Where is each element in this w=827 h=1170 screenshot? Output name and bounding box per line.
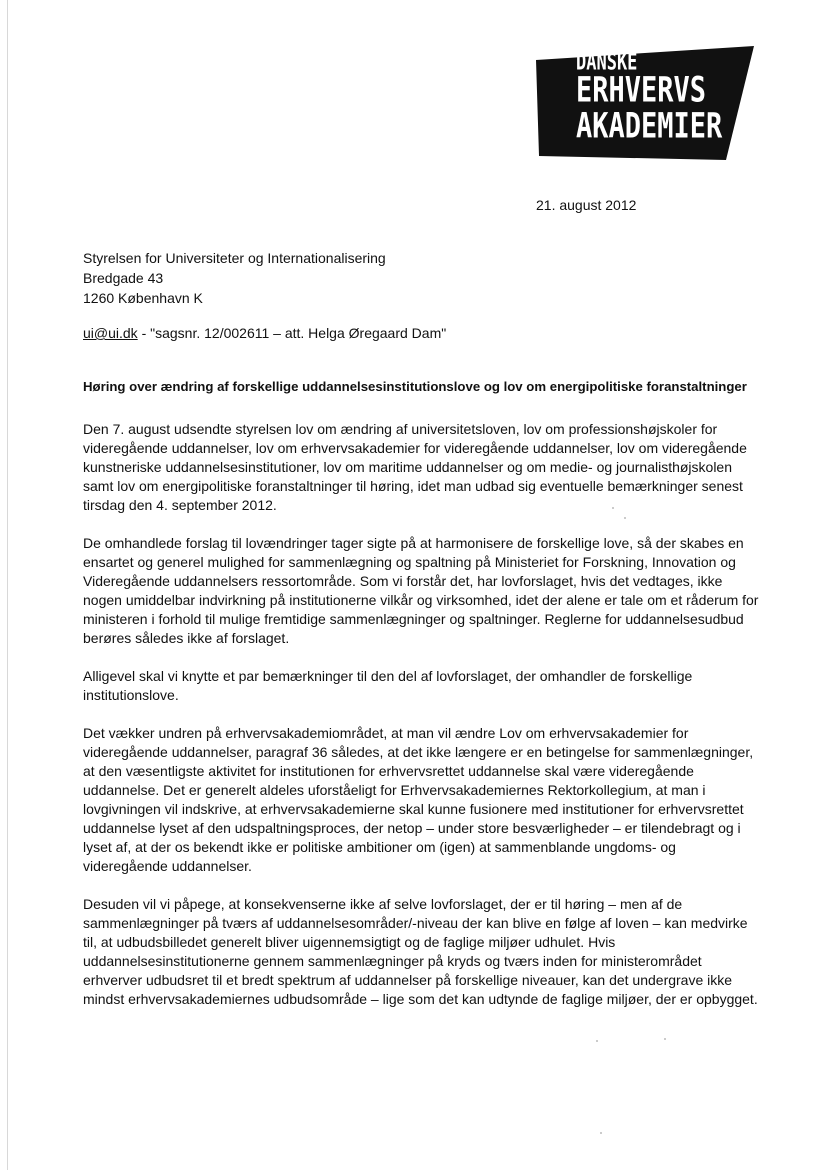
logo-line-erhvervs: ERHVERVS [576, 70, 707, 111]
reference-line [83, 325, 446, 341]
body-paragraph-1: Den 7. august udsendte styrelsen lov om ændring af universitetsloven, lov om professionshøjskoler for videregående uddannelser, lov om erhvervsakademier for videregående uddannelser, lov om videregående kunstneriske uddannelsesinstitutioner, lov om maritime uddannelser og om medie- og journalisthøjskolen samt lov om energipolitiske foranstaltninger til høring, idet man udbad sig eventuelle bemærkninger senest tirsdag den 4. september 2012. [83, 421, 747, 513]
logo-wordmark [576, 49, 723, 147]
body-paragraph-2: De omhandlede forslag til lovændringer tager sigte på at harmonisere de forskellige love, så der skabes en ensartet og generel mulighed for sammenlægning og spaltning på Ministeriet for Forskning, Innovation og Videregående uddannelsers ressortområde. Som vi forstår det, har lovforslaget, hvis det vedtages, ikke nogen umiddelbar indvirkning på institutionerne vilkår og virksomhed, idet der alene er tale om et råderum for ministeren i forhold til mulige fremtidige sammenlægninger og spaltninger. Reglerne for uddannelsesudbud berøres således ikke af forslaget. [83, 535, 759, 646]
recipient-name: Styrelsen for Universiteter og Internationalisering [83, 250, 386, 266]
case-reference: - "sagsnr. 12/002611 – att. Helga Øregaard Dam" [137, 325, 447, 341]
scan-speck [600, 1132, 602, 1134]
body-paragraph-3: Alligevel skal vi knytte et par bemærkninger til den del af lovforslaget, der omhandler de forskellige institutionslove. [83, 668, 693, 703]
scan-speck [596, 1040, 598, 1042]
recipient-address [83, 248, 386, 308]
recipient-street: Bredgade 43 [83, 270, 164, 286]
letter-date: 21. august 2012 [536, 197, 637, 213]
email-link[interactable]: ui@ui.dk [83, 325, 138, 341]
scan-speck [612, 507, 614, 509]
scan-edge-line [7, 0, 8, 1170]
scan-speck [664, 1038, 666, 1040]
letter-heading: Høring over ændring af forskellige uddannelsesinstitutionslove og lov om energipolitiske foranstaltninger [83, 379, 747, 394]
recipient-city: 1260 København K [83, 290, 203, 306]
scan-speck [624, 517, 626, 519]
organization-logo [536, 46, 754, 160]
body-paragraph-4: Det vækker undren på erhvervsakademiområdet, at man vil ændre Lov om erhvervsakademier for videregående uddannelser, paragraf 36 således, at det ikke længere er en betingelse for sammenlægninger, at den væsentligste aktivitet for institutionen for erhvervsrettet uddannelse skal være videregående uddannelse. Det er generelt aldeles uforståeligt for Erhvervsakademiernes Rektorkollegium, at man i lovgivningen vil indskrive, at erhvervsakademierne skal kunne fusionere med institutioner for erhvervsrettet uddannelse lyset af den udspaltningsproces, der netop – under store besværligheder – er tilendebragt og i lyset af, at der os bekendt ikke er politiske ambitioner om (igen) at sammenblande ungdoms- og videregående uddannelser. [83, 725, 754, 874]
logo-line-akademier: AKADEMIER [576, 106, 723, 147]
logo-line-danske: DANSKE [576, 49, 638, 77]
body-paragraph-5: Desuden vil vi påpege, at konsekvenserne ikke af selve lovforslaget, der er til høring – men af de sammenlægninger på tværs af uddannelsesområder/-niveau der kan blive en følge af loven – kan medvirke til, at udbudsbilledet generelt bliver uigennemsigtigt og de faglige miljøer udhulet. Hvis uddannelsesinstitutionerne gennem sammenlægninger på kryds og tværs inden for ministerområdet erhverver udbudsret til et bredt spektrum af uddannelser på forskellige niveauer, kan det undergrave ikke mindst erhvervsakademiernes udbudsområde – lige som det kan udtynde de faglige miljøer, der er opbygget. [83, 896, 758, 1007]
letter-body [83, 420, 763, 1028]
